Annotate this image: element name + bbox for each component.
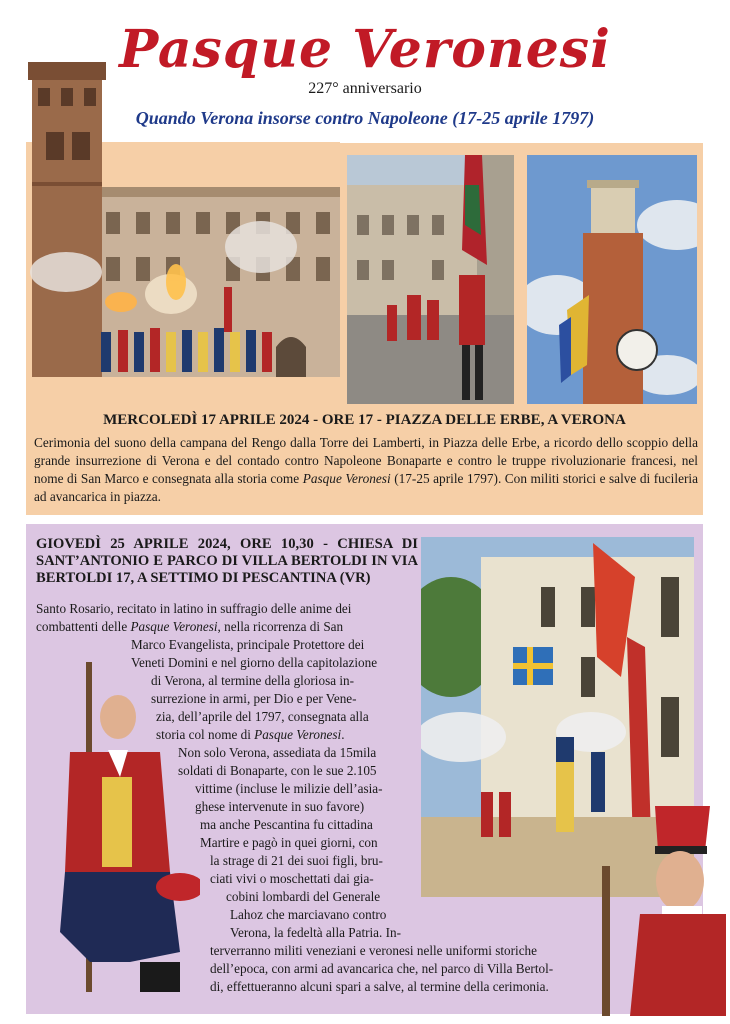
event2-line: Non solo Verona, assediata da 15mila — [178, 745, 377, 760]
event2-line: ciati vivi o moschettati dai gia- — [210, 871, 374, 886]
poster-subtitle: Quando Verona insorse contro Napoleone (17-25 aprile 1797) — [135, 108, 595, 128]
event1-description: Cerimonia del suono della campana del Rengo dalla Torre dei Lamberti, in Piazza delle Erbe, a ricordo dello scoppio della grande insurrezione di Verona e del contado contro Napoleone Bonaparte e contro le truppe rivoluzionarie francesi, nel nome di San Marco e consegnata alla storia come Pasque Veronesi (17-25 aprile 1797). Con militi storici e salve di fucileria ad avancarica in piazza. — [34, 435, 698, 504]
event2-line: di Verona, al termine della gloriosa in- — [151, 673, 355, 688]
event2-line: di, effettueranno alcuni spari a salve, al termine della cerimonia. — [210, 979, 549, 994]
anniversary-label: 227° anniversario — [308, 80, 422, 97]
event2-line: Martire e pagò in quei giorni, con — [200, 835, 378, 850]
event2-line: Veneti Domini e nel giorno della capitolazione — [131, 655, 378, 670]
event2-line: Verona, la fedeltà alla Patria. In- — [230, 925, 401, 940]
parade-photo — [347, 155, 514, 404]
event2-line: cobini lombardi del Generale — [226, 889, 381, 904]
event2-line: terverranno militi veneziani e veronesi nelle uniformi storiche — [210, 943, 538, 958]
piazza-erbe-photo — [26, 62, 340, 404]
poster-title: Pasque Veronesi — [119, 19, 611, 80]
event2-line: ma anche Pescantina fu cittadina — [200, 817, 373, 832]
event2-line: storia col nome di Pasque Veronesi. — [156, 727, 345, 742]
event2-line: vittime (incluse le milizie dell’asia- — [195, 781, 383, 796]
standing-soldier-photo — [600, 806, 726, 1016]
event2-heading: GIOVEDÌ 25 APRILE 2024, ORE 10,30 - CHIESA DI SANT’ANTONIO E PARCO DI VILLA BERTOLDI IN VIA BERTOLDI 17, A SETTIMO DI PESCANTINA (VR) — [36, 536, 418, 586]
event2-line: Lahoz che marciavano contro — [230, 907, 387, 922]
torre-lamberti-photo — [527, 155, 697, 404]
event2-line: soldati di Bonaparte, con le sue 2.105 — [178, 763, 377, 778]
event1-heading: MERCOLEDÌ 17 APRILE 2024 - ORE 17 - PIAZZA DELLE ERBE, A VERONA — [103, 412, 626, 428]
event2-line: Marco Evangelista, principale Protettore dei — [131, 637, 365, 652]
event2-line: dell’epoca, con armi ad avancarica che, nel parco di Villa Bertol- — [210, 961, 554, 976]
event2-line: combattenti delle Pasque Veronesi, nella ricorrenza di San — [36, 619, 344, 634]
event2-line: zia, dell’aprile del 1797, consegnata alla — [156, 709, 369, 724]
event2-line: Santo Rosario, recitato in latino in suffragio delle anime dei — [36, 601, 352, 616]
event2-line: la strage di 21 dei suoi figli, bru- — [210, 853, 383, 868]
event2-line: surrezione in armi, per Dio e per Vene- — [151, 691, 357, 706]
event2-line: ghese intervenute in suo favore) — [195, 799, 365, 814]
